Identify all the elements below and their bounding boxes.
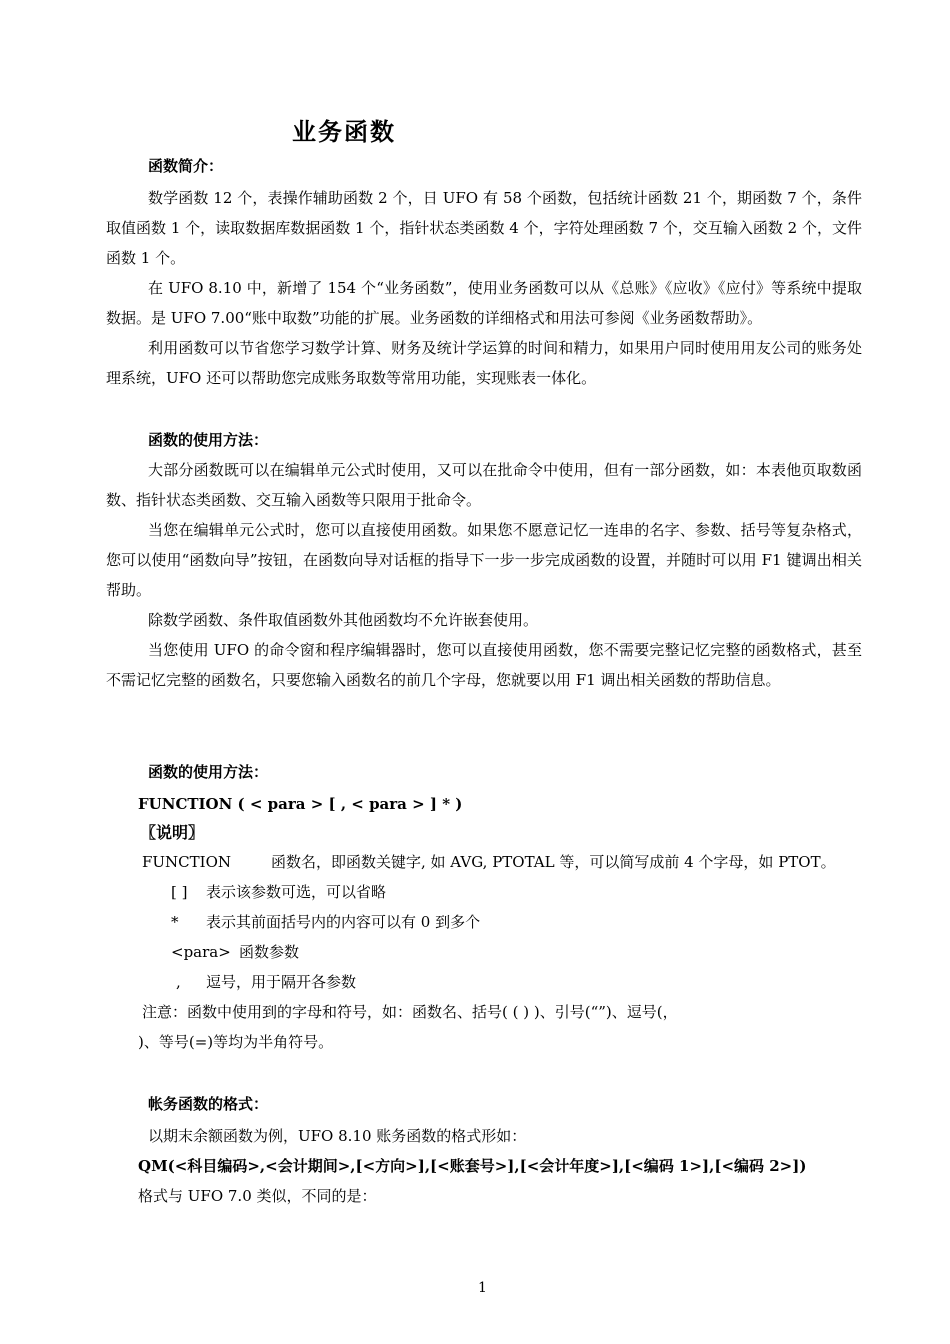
item-description: 表示其前面括号内的内容可以有 0 到多个 [206, 913, 481, 931]
usage1-paragraph-4: 当您使用 UFO 的命令窗和程序编辑器时，您可以直接使用函数，您不需要完整记忆完整的函数格式，甚至不需记忆完整的函数名，只要您输入函数名的前几个字母，您就要以用 F1 调出相关函数的帮助信息。 [106, 641, 862, 689]
intro-paragraph-2: 在 UFO 8.10 中，新增了 154 个“业务函数”，使用业务函数可以从《总账》《应收》《应付》等系统中提取数据。是 UFO 7.00“账中取数”功能的扩展。业务函数的详细格式和用法可参阅《业务函数帮助》。 [106, 279, 862, 327]
function-syntax: FUNCTION ( < para > [ , < para > ] * ) [138, 795, 463, 813]
item-description: 表示该参数可选，可以省略 [206, 883, 387, 901]
ledger-intro: 以期末余额函数为例，UFO 8.10 账务函数的格式形如： [148, 1127, 527, 1145]
item-symbol: * [171, 913, 179, 931]
usage1-paragraph-1: 大部分函数既可以在编辑单元公式时使用，又可以在批命令中使用，但有一部分函数，如：本表他页取数函数、指针状态类函数、交互输入函数等只限用于批命令。 [106, 461, 862, 509]
item-symbol: [ ] [171, 883, 188, 901]
section-heading-intro: 函数简介： [148, 157, 224, 175]
intro-paragraph-1: 数学函数 12 个，表操作辅助函数 2 个，日 UFO 有 58 个函数，包括统计函数 21 个，期函数 7 个，条件取值函数 1 个，读取数据库数据函数 1 个，指针状态类函数 4 个，字符处理函数 7 个，交互输入函数 2 个，文件函数 1 个。 [106, 189, 862, 267]
item-description: 函数参数 [239, 943, 300, 961]
usage1-paragraph-2: 当您在编辑单元公式时，您可以直接使用函数。如果您不愿意记忆一连串的名字、参数、括号等复杂格式，您可以使用“函数向导”按钮，在函数向导对话框的指导下一步一步完成函数的设置，并随时可以用 F1 键调出相关帮助。 [106, 521, 862, 599]
ledger-tail: 格式与 UFO 7.0 类似，不同的是： [138, 1187, 377, 1205]
note-line-2: )、等号(=)等均为半角符号。 [138, 1033, 334, 1051]
section-heading-usage1: 函数的使用方法： [148, 431, 269, 449]
item-symbol: , [176, 973, 181, 991]
item-description: 逗号，用于隔开各参数 [206, 973, 357, 991]
page-title: 业务函数 [292, 118, 396, 146]
page-number: 1 [478, 1280, 487, 1296]
usage1-paragraph-3: 除数学函数、条件取值函数外其他函数均不允许嵌套使用。 [148, 611, 539, 629]
intro-paragraph-3: 利用函数可以节省您学习数学计算、财务及统计学运算的时间和精力，如果用户同时使用用友公司的账务处理系统，UFO 还可以帮助您完成账务取数等常用功能，实现账表一体化。 [106, 339, 862, 387]
section-heading-ledger: 帐务函数的格式： [148, 1095, 269, 1113]
note-label: 〖说明〗 [140, 823, 205, 842]
note-line-1: 注意：函数中使用到的字母和符号，如：函数名、括号( ( ) )、引号(“”)、逗号(， [142, 1003, 678, 1021]
item-symbol: <para> [171, 943, 231, 961]
function-description: 函数名，即函数关键字, 如 AVG, PTOTAL 等，可以简写成前 4 个字母，如 PTOT。 [271, 853, 836, 871]
function-term: FUNCTION [142, 853, 232, 871]
section-heading-usage2: 函数的使用方法： [148, 763, 269, 781]
ledger-formula: QM(<科目编码>,<会计期间>,[<方向>],[<账套号>],[<会计年度>],[<编码 1>],[<编码 2>]) [138, 1157, 807, 1175]
